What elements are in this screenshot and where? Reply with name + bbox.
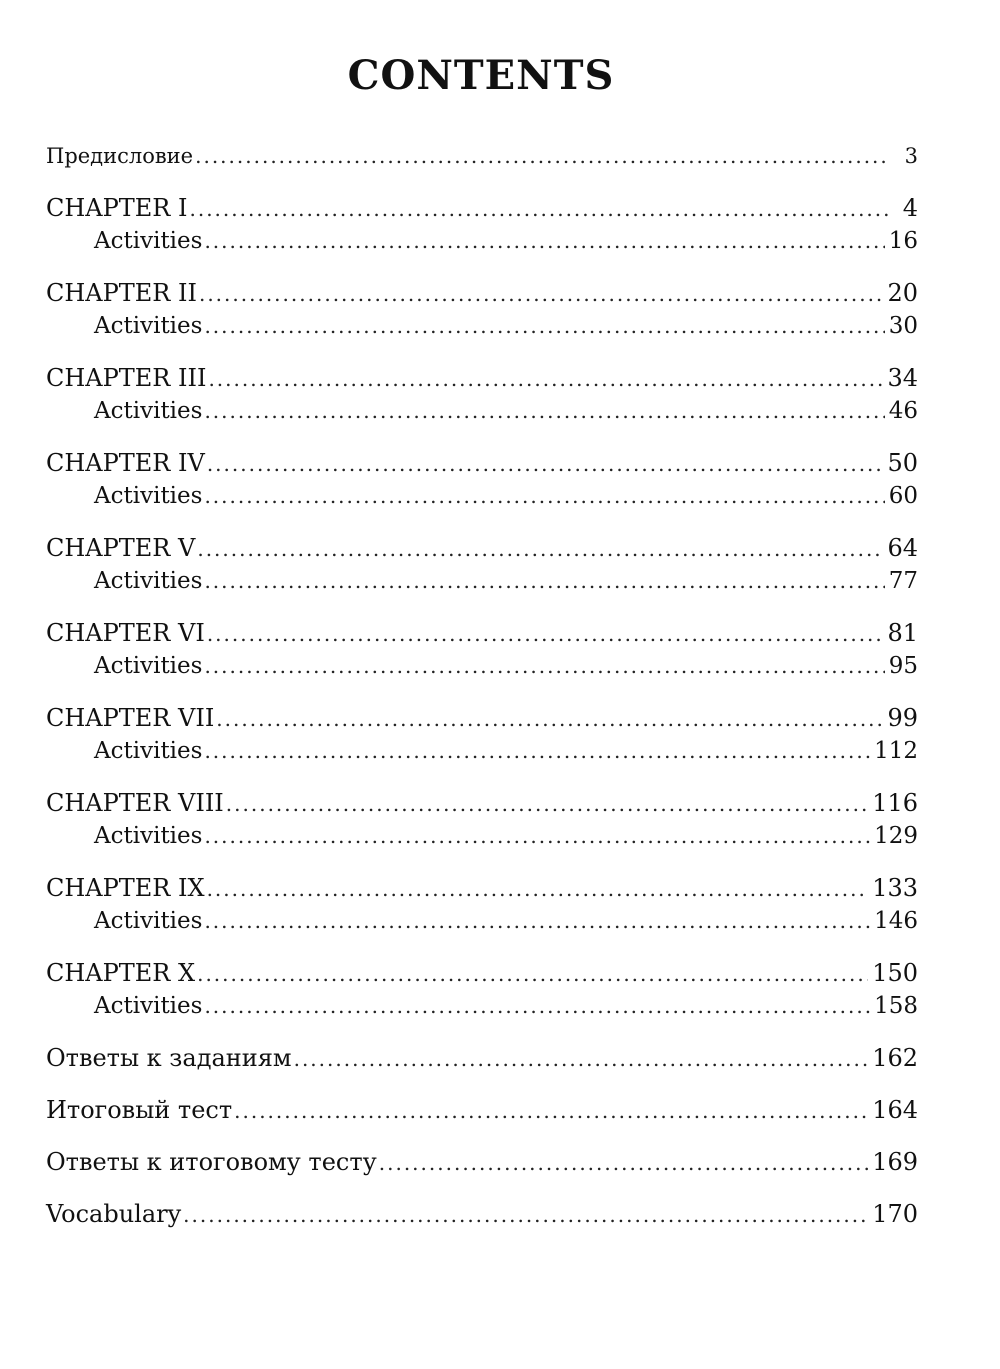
toc-entry-answers[interactable]: [46, 1042, 918, 1075]
toc-entry-page: 46: [888, 398, 918, 424]
dot-leader: [204, 820, 870, 853]
toc-entry-label: Activities: [94, 908, 203, 934]
toc-entry-label: CHAPTER VIII: [46, 789, 224, 817]
dot-leader: [204, 310, 884, 343]
toc-entry-label: Activities: [94, 823, 203, 849]
dot-leader: [204, 395, 884, 428]
toc-entry-label: Activities: [94, 993, 203, 1019]
toc-entry-final-test-answers[interactable]: [46, 1146, 918, 1179]
toc-entry-page: 158: [874, 993, 918, 1019]
toc-entry-page: 34: [887, 364, 918, 392]
toc-entry-activities[interactable]: [46, 310, 918, 343]
toc-entry-page: 150: [872, 959, 918, 987]
dot-leader: [204, 990, 870, 1023]
toc-entry-page: 50: [887, 449, 918, 477]
toc-entry-label: CHAPTER IV: [46, 449, 205, 477]
toc-entry-label: CHAPTER VI: [46, 619, 205, 647]
dot-leader: [204, 735, 870, 768]
toc-entry-label: Ответы к заданиям: [46, 1044, 292, 1072]
dot-leader: [208, 363, 883, 396]
toc-entry-label: CHAPTER IX: [46, 874, 205, 902]
dot-leader: [207, 873, 869, 906]
toc-entry-label: CHAPTER X: [46, 959, 196, 987]
toc-entry-page: 169: [872, 1148, 918, 1176]
toc-entry-label: Vocabulary: [46, 1200, 182, 1228]
toc-entry-page: 170: [872, 1200, 918, 1228]
toc-entry-activities[interactable]: [46, 480, 918, 513]
toc-entry-label: CHAPTER VII: [46, 704, 215, 732]
toc-entry-label: Итоговый тест: [46, 1096, 233, 1124]
toc-entry-label: CHAPTER V: [46, 534, 196, 562]
toc-entry-label: Предисловие: [46, 144, 194, 168]
toc-entry-chapter[interactable]: [46, 872, 918, 905]
toc-entry-page: 162: [872, 1044, 918, 1072]
dot-leader: [207, 618, 884, 651]
toc-entry-activities[interactable]: [46, 735, 918, 768]
dot-leader: [204, 480, 884, 513]
dot-leader: [207, 448, 884, 481]
toc-entry-final-test[interactable]: [46, 1094, 918, 1127]
toc-entry-page: 60: [888, 483, 918, 509]
dot-leader: [204, 225, 884, 258]
toc-entry-activities[interactable]: [46, 225, 918, 258]
toc-entry-chapter[interactable]: [46, 702, 918, 735]
toc-entry-page: 164: [872, 1096, 918, 1124]
toc-entry-chapter[interactable]: [46, 277, 918, 310]
dot-leader: [294, 1043, 869, 1076]
toc-entry-label: Activities: [94, 313, 203, 339]
toc-entry-activities[interactable]: [46, 565, 918, 598]
toc-entry-page: 16: [888, 228, 918, 254]
toc-entry-page: 30: [888, 313, 918, 339]
toc-entry-activities[interactable]: [46, 395, 918, 428]
toc-entry-label: CHAPTER I: [46, 194, 188, 222]
dot-leader: [195, 140, 888, 173]
dot-leader: [216, 703, 883, 736]
table-of-contents: [46, 140, 918, 1231]
toc-entry-label: Ответы к итоговому тесту: [46, 1148, 377, 1176]
toc-entry-chapter[interactable]: [46, 617, 918, 650]
toc-entry-page: 99: [887, 704, 918, 732]
dot-leader: [226, 788, 868, 821]
toc-entry-label: Activities: [94, 398, 203, 424]
toc-entry-page: 4: [902, 194, 918, 222]
toc-entry-label: Activities: [94, 483, 203, 509]
toc-entry-activities[interactable]: [46, 905, 918, 938]
toc-entry-chapter[interactable]: [46, 787, 918, 820]
dot-leader: [234, 1095, 868, 1128]
toc-entry-label: Activities: [94, 228, 203, 254]
toc-entry-chapter[interactable]: [46, 957, 918, 990]
toc-entry-page: 77: [888, 568, 918, 594]
toc-entry-page: 81: [887, 619, 918, 647]
toc-entry-label: Activities: [94, 738, 203, 764]
toc-entry-chapter[interactable]: [46, 532, 918, 565]
toc-entry-activities[interactable]: [46, 820, 918, 853]
dot-leader: [204, 650, 884, 683]
toc-entry-page: 146: [874, 908, 918, 934]
toc-entry-vocabulary[interactable]: [46, 1198, 918, 1231]
toc-entry-page: 116: [872, 789, 918, 817]
dot-leader: [197, 533, 883, 566]
dot-leader: [379, 1147, 868, 1180]
toc-entry-page: 3: [904, 144, 918, 168]
toc-entry-label: Activities: [94, 568, 203, 594]
toc-entry-page: 133: [872, 874, 918, 902]
toc-entry-page: 112: [874, 738, 918, 764]
toc-entry-label: CHAPTER III: [46, 364, 207, 392]
toc-entry-chapter[interactable]: [46, 447, 918, 480]
dot-leader: [183, 1199, 868, 1232]
dot-leader: [189, 193, 888, 226]
toc-entry-activities[interactable]: [46, 650, 918, 683]
toc-entry-page: 129: [874, 823, 918, 849]
dot-leader: [199, 278, 883, 311]
toc-entry-label: CHAPTER II: [46, 279, 197, 307]
toc-entry-page: 95: [888, 653, 918, 679]
toc-entry-label: Activities: [94, 653, 203, 679]
toc-entry-chapter[interactable]: [46, 192, 918, 225]
toc-entry-activities[interactable]: [46, 990, 918, 1023]
dot-leader: [197, 958, 868, 991]
toc-entry-preface[interactable]: [46, 140, 918, 173]
toc-entry-chapter[interactable]: [46, 362, 918, 395]
toc-entry-page: 20: [887, 279, 918, 307]
toc-entry-page: 64: [887, 534, 918, 562]
dot-leader: [204, 565, 884, 598]
page-title: CONTENTS: [347, 52, 615, 99]
dot-leader: [204, 905, 870, 938]
